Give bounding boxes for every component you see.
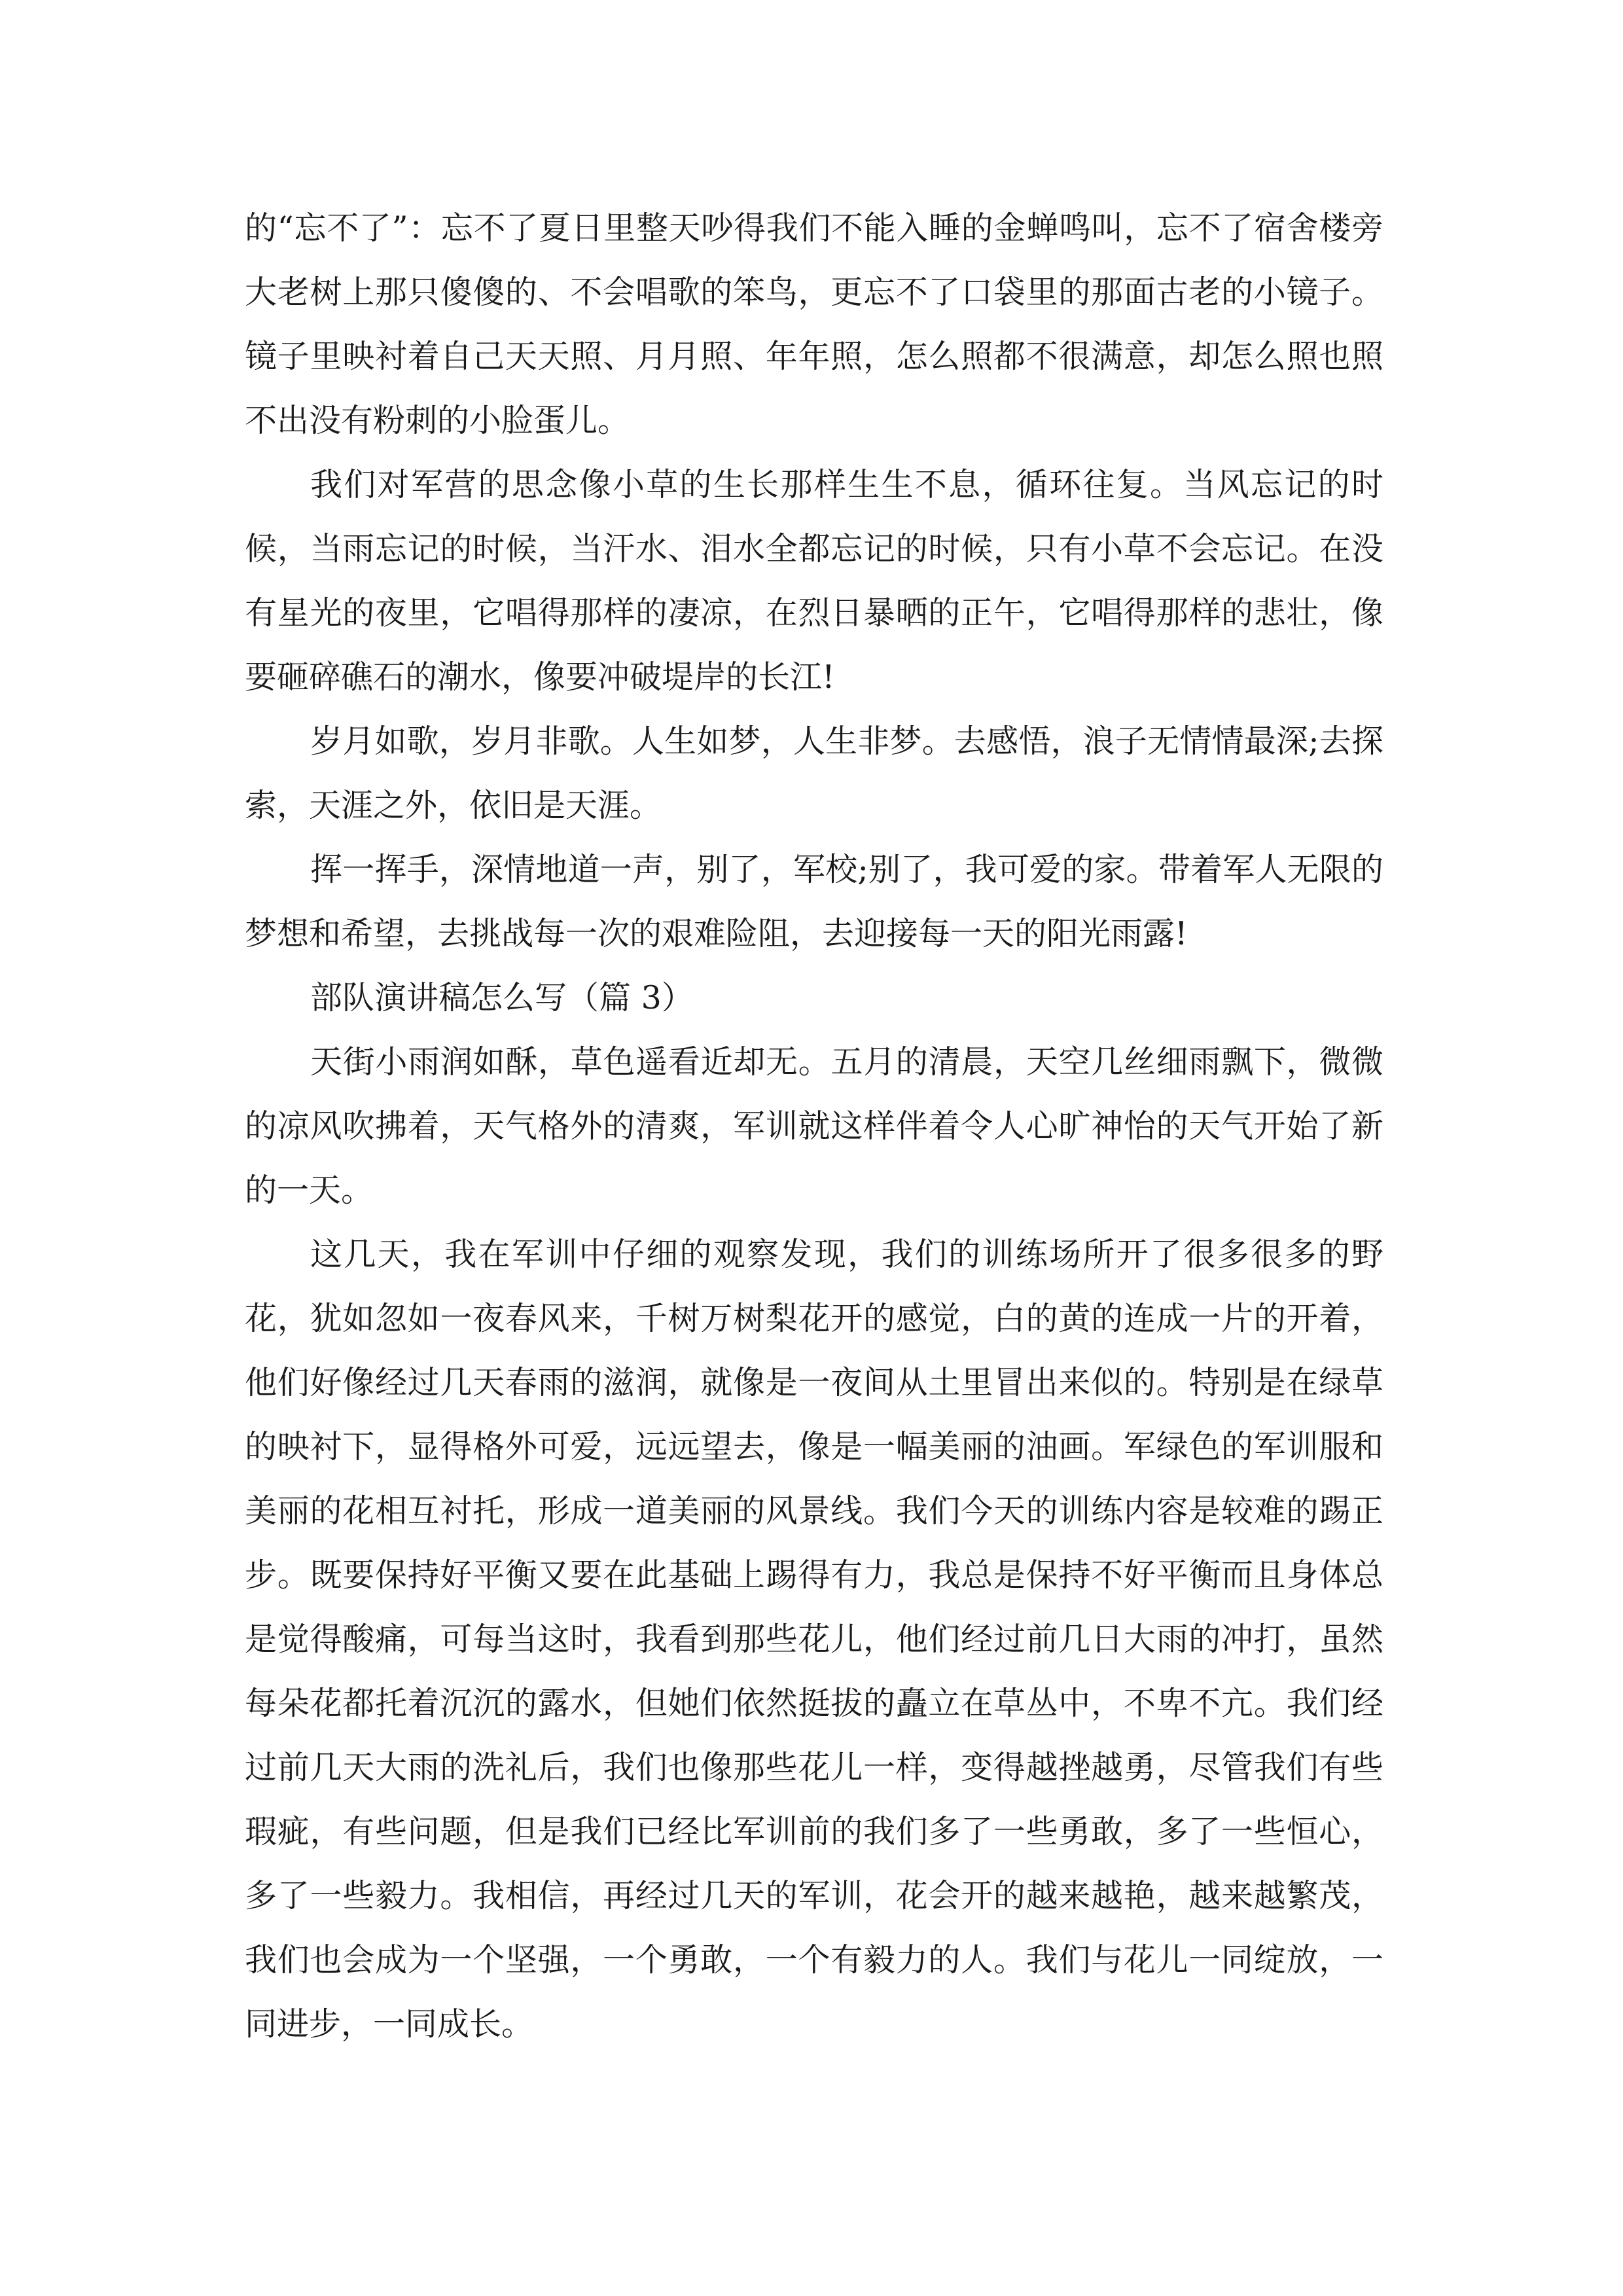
paragraph: 这几天，我在军训中仔细的观察发现，我们的训练场所开了很多很多的野花，犹如忽如一夜春风来，千树万树梨花开的感觉，白的黄的连成一片的开着，他们好像经过几天春雨的滋润，就像是一夜间从土里冒出来似的。特别是在绿草的映衬下，显得格外可爱，远远望去，像是一幅美丽的油画。军绿色的军训服和美丽的花相互衬托，形成一道美丽的风景线。我们今天的训练内容是较难的踢正步。既要保持好平衡又要在此基础上踢得有力，我总是保持不好平衡而且身体总是觉得酸痛，可每当这时，我看到那些花儿，他们经过前几日大雨的冲打，虽然每朵花都托着沉沉的露水，但她们依然挺拔的矗立在草丛中，不卑不亢。我们经过前几天大雨的洗礼后，我们也像那些花儿一样，变得越挫越勇，尽管我们有些瑕疵，有些问题，但是我们已经比军训前的我们多了一些勇敢，多了一些恒心，多了一些毅力。我相信，再经过几天的军训，花会开的越来越艳，越来越繁茂，我们也会成为一个坚强，一个勇敢，一个有毅力的人。我们与花儿一同绽放，一同进步，一同成长。 xyxy=(245,1236,1383,2043)
document-body xyxy=(245,196,1383,2056)
paragraph: 挥一挥手，深情地道一声，别了，军校;别了，我可爱的家。带着军人无限的梦想和希望，去挑战每一次的艰难险阻，去迎接每一天的阳光雨露! xyxy=(245,851,1383,952)
paragraph: 的“忘不了”：忘不了夏日里整天吵得我们不能入睡的金蝉鸣叫，忘不了宿舍楼旁大老树上那只傻傻的、不会唱歌的笨鸟，更忘不了口袋里的那面古老的小镜子。镜子里映衬着自己天天照、月月照、年年照，怎么照都不很满意，却怎么照也照不出没有粉刺的小脸蛋儿。 xyxy=(245,209,1383,439)
paragraph: 天街小雨润如酥，草色遥看近却无。五月的清晨，天空几丝细雨飘下，微微的凉风吹拂着，天气格外的清爽，军训就这样伴着令人心旷神怡的天气开始了新的一天。 xyxy=(245,1043,1383,1209)
paragraph: 我们对军营的思念像小草的生长那样生生不息，循环往复。当风忘记的时候，当雨忘记的时候，当汗水、泪水全都忘记的时候，只有小草不会忘记。在没有星光的夜里，它唱得那样的凄凉，在烈日暴晒的正午，它唱得那样的悲壮，像要砸碎礁石的潮水，像要冲破堤岸的长江! xyxy=(245,466,1383,696)
paragraph: 岁月如歌，岁月非歌。人生如梦，人生非梦。去感悟，浪子无情情最深;去探索，天涯之外，依旧是天涯。 xyxy=(245,723,1383,824)
section-heading: 部队演讲稿怎么写（篇 3） xyxy=(310,979,694,1016)
